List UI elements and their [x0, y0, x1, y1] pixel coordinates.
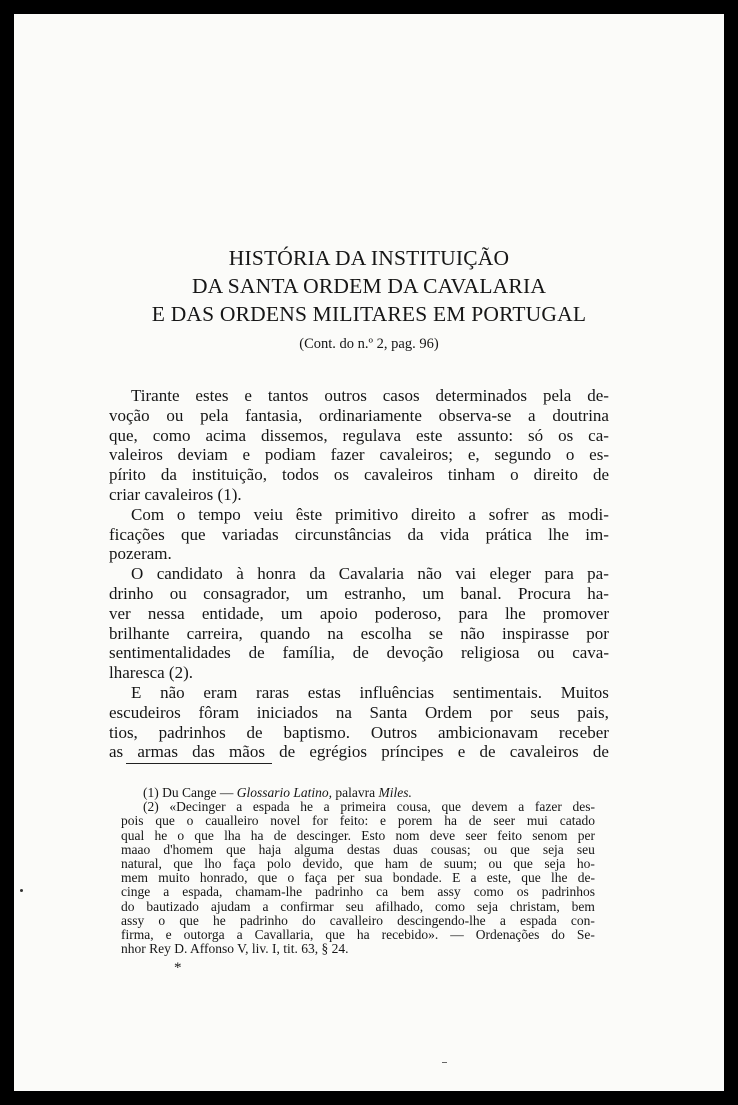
- footnote-1: [121, 786, 595, 800]
- body-line: que, como acima dissemos, regulava este assunto: só os ca-: [109, 425, 609, 445]
- footnote-1-author: Du Cange —: [162, 785, 234, 800]
- body-line: pozeram.: [109, 544, 172, 564]
- footnote-line: qual he o que lha ha de descinger. Esto nom deve seer feito senom per: [121, 827, 595, 843]
- footnotes: [121, 786, 595, 956]
- speck: [20, 889, 23, 892]
- continuation-note: (Cont. do n.º 2, pag. 96): [299, 336, 439, 352]
- body-line: criar cavaleiros (1).: [109, 484, 242, 504]
- footnote-1-rest: palavra: [335, 785, 376, 800]
- footnote-line: (2) «Decinger a espada he a primeira cousa, que devem a fazer des-: [143, 799, 595, 815]
- footnote-1-word: Miles.: [378, 785, 412, 800]
- article-title: [14, 244, 724, 328]
- body-line: tios, padrinhos de baptismo. Outros ambicionavam receber: [109, 722, 609, 742]
- page-sheet: [14, 14, 724, 1091]
- body-line: O candidato à honra da Cavalaria não vai eleger para pa-: [131, 564, 609, 584]
- footnote-line: firma, e outorga a Cavallaria, que ha recebido». — Ordenações do Se-: [121, 927, 595, 943]
- footnote-line: do bautizado ajudam a confirmar seu afilhado, como seja christam, bem: [121, 898, 595, 914]
- body-line: brilhante carreira, quando na escolha se não inspirasse por: [109, 623, 609, 643]
- footnote-divider: [126, 763, 272, 764]
- body-line: lharesca (2).: [109, 663, 194, 683]
- body-line: E não eram raras estas influências sentimentais. Muitos: [131, 682, 609, 702]
- body-line: escudeiros fôram iniciados na Santa Ordem por seus pais,: [109, 702, 609, 722]
- footnote-1-marker: (1): [143, 785, 159, 800]
- footnote-line: assy o que he padrinho do cavalleiro descingendo-lhe a espada con-: [121, 912, 595, 928]
- body-line: pírito da instituição, todos os cavaleiros tinham o direito de: [109, 465, 609, 485]
- body-line: Tirante estes e tantos outros casos determinados pela de-: [131, 386, 609, 405]
- footnote-line: maao d'homem que haja alguma destas duas cousas; ou que seja seu: [121, 841, 595, 857]
- footnote-line: natural, que lho faça polo devido, que ham de suum; ou que seja ho-: [121, 856, 595, 872]
- body-line: ficações que variadas circunstâncias da vida prática lhe im-: [109, 524, 609, 544]
- title-line-1: HISTÓRIA DA INSTITUIÇÃO: [228, 246, 510, 270]
- body-line: sentimentalidades de família, de devoção religiosa ou cava-: [109, 643, 609, 663]
- body-line: Com o tempo veiu êste primitivo direito a sofrer as modi-: [131, 504, 609, 524]
- footnote-2: [121, 800, 595, 956]
- speck: [442, 1062, 447, 1063]
- footnote-line: cinge a espada, chamam-lhe padrinho ca bem assy como os padrinhos: [121, 884, 595, 900]
- body-line: valeiros deviam e podiam fazer cavaleiros; e, segundo o es-: [109, 445, 609, 465]
- footnote-line: nhor Rey D. Affonso V, liv. I, tit. 63, § 24.: [121, 941, 349, 957]
- body-line: as armas das mãos de egrégios príncipes e de cavaleiros de: [109, 742, 609, 762]
- body-line: voção ou pela fantasia, ordinariamente observa-se a doutrina: [109, 405, 609, 425]
- title-line-2: DA SANTA ORDEM DA CAVALARIA: [191, 274, 547, 298]
- footnote-1-work: Glossario Latino,: [236, 785, 333, 800]
- footnote-line: mem muito honrado, que o faça per sua bondade. E a este, que lhe de-: [121, 870, 595, 886]
- ornament-asterisk: *: [174, 960, 182, 976]
- title-line-3: E DAS ORDENS MILITARES EM PORTUGAL: [151, 302, 587, 326]
- footnote-line: pois que o caualleiro novel for feito: e porem ha de seer mui catado: [121, 813, 595, 829]
- body-text: [109, 386, 609, 762]
- body-line: ver nessa entidade, um apoio poderoso, para lhe promover: [109, 603, 609, 623]
- body-line: drinho ou consagrador, um estranho, um banal. Procura ha-: [109, 583, 609, 603]
